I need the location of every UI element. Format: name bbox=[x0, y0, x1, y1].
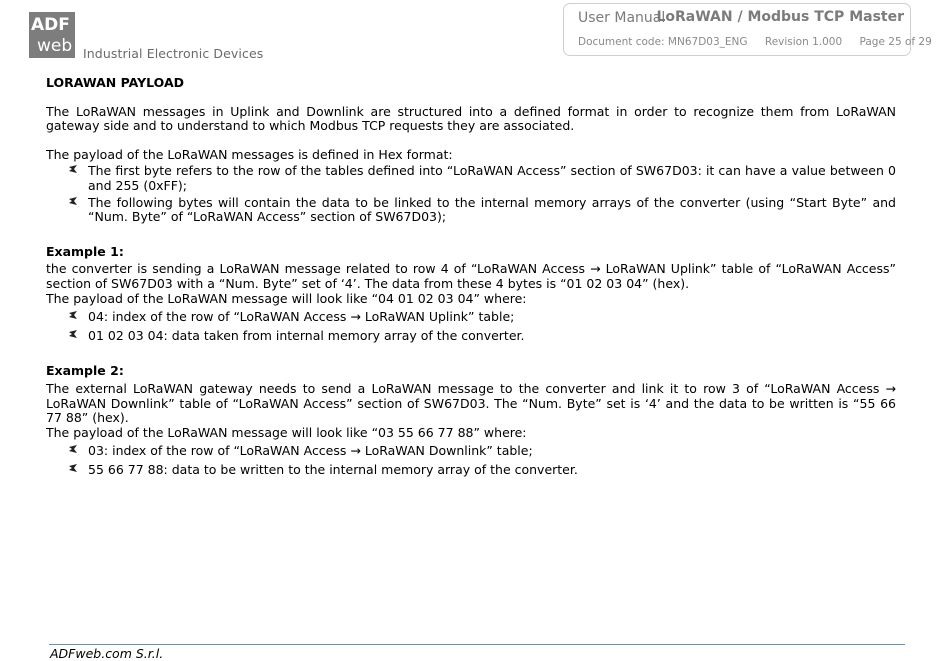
payload-bullet-list bbox=[46, 164, 896, 224]
list-item-text: 55 66 77 88: data to be written to the internal memory array of the converter. bbox=[88, 461, 578, 477]
footer-divider bbox=[49, 644, 905, 645]
example-2-text: The external LoRaWAN gateway needs to send a LoRaWAN message to the converter and link it to row 3 of “LoRaWAN Access → LoRaWAN Downlink” table of “LoRaWAN Access” section of SW67D03. The “Num. Byte” set is ‘4’ and the data to be written is “55 66 77 88” (hex). bbox=[46, 380, 896, 426]
footer-company: ADFweb.com S.r.l. bbox=[50, 646, 164, 661]
document-title: LoRaWAN / Modbus TCP Master bbox=[656, 9, 904, 25]
bullet-icon bbox=[69, 464, 77, 474]
example-2-bullet-list bbox=[46, 444, 896, 477]
example-1-heading: Example 1: bbox=[46, 243, 124, 259]
bullet-icon bbox=[69, 311, 77, 321]
example-1-bullet-list bbox=[46, 310, 896, 343]
section-heading: LORAWAN PAYLOAD bbox=[46, 75, 185, 90]
list-item bbox=[46, 196, 896, 225]
company-tagline: Industrial Electronic Devices bbox=[83, 46, 264, 61]
bullet-icon bbox=[69, 330, 77, 340]
svg-text:web: web bbox=[37, 36, 73, 56]
document-revision: Revision 1.000 bbox=[764, 36, 843, 48]
bullet-icon bbox=[69, 197, 77, 207]
list-item-text: 04: index of the row of “LoRaWAN Access → LoRaWAN Uplink” table; bbox=[88, 309, 515, 325]
list-item-text: 03: index of the row of “LoRaWAN Access → LoRaWAN Downlink” table; bbox=[88, 443, 533, 459]
example-2-payload: The payload of the LoRaWAN message will look like “03 55 66 77 88” where: bbox=[46, 424, 527, 440]
bullet-icon bbox=[69, 445, 77, 455]
document-header-box bbox=[563, 3, 932, 56]
svg-text:ADF: ADF bbox=[31, 15, 70, 35]
list-item-text: 01 02 03 04: data taken from internal memory array of the converter. bbox=[88, 327, 525, 343]
document-meta bbox=[578, 36, 932, 48]
example-1-text: the converter is sending a LoRaWAN message related to row 4 of “LoRaWAN Access → LoRaWAN Uplink” table of “LoRaWAN Access” section of SW67D03 with a “Num. Byte” set of ‘4’. The data from these 4 bytes is “01 02 03 04” (hex). bbox=[46, 261, 896, 291]
adfweb-logo bbox=[29, 12, 75, 58]
page-content bbox=[46, 76, 896, 477]
document-type: User Manual bbox=[578, 10, 666, 26]
list-item bbox=[46, 164, 896, 193]
intro-paragraph: The LoRaWAN messages in Uplink and Downlink are structured into a defined format in order to recognize them from LoRaWAN gateway side and to understand to which Modbus TCP requests they are associated. bbox=[46, 103, 896, 134]
list-item bbox=[46, 329, 896, 344]
list-item-text: The first byte refers to the row of the tables defined into “LoRaWAN Access” section of SW67D03: it can have a value between 0 and 255 (0xFF); bbox=[88, 163, 896, 193]
document-code: Document code: MN67D03_ENG bbox=[578, 36, 748, 48]
bullet-icon bbox=[69, 165, 77, 175]
example-1-payload: The payload of the LoRaWAN message will look like “04 01 02 03 04” where: bbox=[46, 290, 527, 306]
list-item bbox=[46, 463, 896, 478]
list-item bbox=[46, 444, 896, 459]
list-item bbox=[46, 310, 896, 325]
list-item-text: The following bytes will contain the data to be linked to the internal memory arrays of the converter (using “Start Byte” and “Num. Byte” of “LoRaWAN Access” section of SW67D03); bbox=[88, 194, 896, 225]
example-2-heading: Example 2: bbox=[46, 363, 124, 379]
payload-intro: The payload of the LoRaWAN messages is defined in Hex format: bbox=[46, 146, 453, 162]
page-number: Page 25 of 29 bbox=[859, 36, 932, 48]
